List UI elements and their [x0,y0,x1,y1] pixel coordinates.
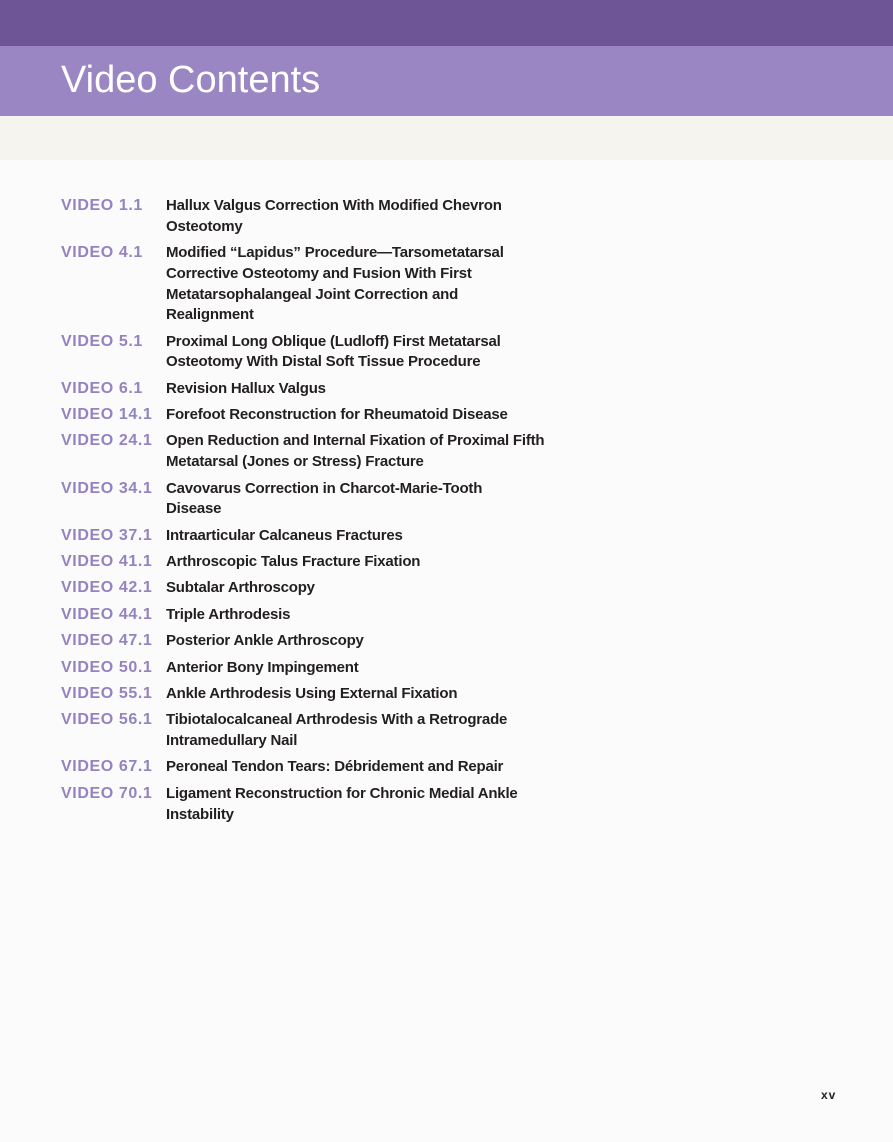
video-title-line: Posterior Ankle Arthroscopy [166,632,364,650]
video-entry[interactable] [61,379,561,400]
video-entry[interactable] [61,196,561,237]
video-title-line: Arthroscopic Talus Fracture Fixation [166,553,421,571]
video-title-line: Intraarticular Calcaneus Fractures [166,526,403,544]
video-title-line: Intramedullary Nail [166,732,298,750]
video-title [166,710,561,751]
video-entry[interactable] [61,526,561,547]
video-title-line: Cavovarus Correction in Charcot-Marie-Tooth [166,479,483,497]
video-entry[interactable] [61,658,561,679]
video-number: VIDEO 70.1 [61,784,153,802]
video-title-line: Open Reduction and Internal Fixation of Proximal Fifth [166,432,545,450]
video-title-line: Ankle Arthrodesis Using External Fixation [166,685,458,702]
video-title-line: Anterior Bony Impingement [166,658,359,676]
video-entry[interactable] [61,405,561,426]
video-title [166,405,561,426]
video-title [166,757,561,778]
video-number: VIDEO 1.1 [61,197,143,214]
top-color-band [0,0,893,46]
video-entry[interactable] [61,243,561,326]
video-number: VIDEO 14.1 [61,406,153,424]
video-title-line: Metatarsal (Jones or Stress) Fracture [166,453,424,471]
video-title [166,684,561,705]
video-title [166,526,561,547]
video-entry[interactable] [61,631,561,652]
video-title [166,243,561,326]
video-title [166,605,561,626]
video-entry[interactable] [61,578,561,599]
video-number: VIDEO 5.1 [61,332,143,350]
page-title: Video Contents [61,59,321,101]
video-title-line: Modified “Lapidus” Procedure—Tarsometatarsal [166,244,504,262]
video-title-line: Metatarsophalangeal Joint Correction and [166,285,459,303]
video-number: VIDEO 41.1 [61,553,153,571]
video-number: VIDEO 42.1 [61,579,153,597]
video-title-line: Hallux Valgus Correction With Modified Chevron [166,197,502,214]
video-title [166,784,561,825]
video-number: VIDEO 67.1 [61,758,153,776]
video-number: VIDEO 6.1 [61,379,143,397]
video-number: VIDEO 4.1 [61,244,143,262]
video-entry[interactable] [61,757,561,778]
video-number: VIDEO 37.1 [61,526,153,544]
video-number: VIDEO 50.1 [61,658,153,676]
video-entry[interactable] [61,479,561,520]
video-title [166,332,561,373]
video-title-line: Realignment [166,306,254,324]
video-entry[interactable] [61,332,561,373]
video-title-line: Revision Hallux Valgus [166,379,326,397]
video-title-line: Tibiotalocalcaneal Arthrodesis With a Retrograde [166,711,508,729]
video-title [166,431,561,472]
video-entry[interactable] [61,552,561,573]
video-number: VIDEO 56.1 [61,711,153,729]
video-number: VIDEO 44.1 [61,605,153,623]
video-title [166,196,561,237]
video-entry[interactable] [61,605,561,626]
video-entry[interactable] [61,684,561,705]
video-title-line: Corrective Osteotomy and Fusion With First [166,264,472,282]
video-title-line: Forefoot Reconstruction for Rheumatoid Disease [166,406,508,424]
video-number: VIDEO 34.1 [61,479,153,497]
video-title-line: Osteotomy [166,217,243,235]
video-number: VIDEO 24.1 [61,432,153,450]
video-title [166,379,561,400]
video-title-line: Instability [166,805,234,823]
video-entry[interactable] [61,784,561,825]
video-entry[interactable] [61,710,561,751]
video-number: VIDEO 47.1 [61,632,153,650]
video-title [166,631,561,652]
video-title-line: Ligament Reconstruction for Chronic Medial Ankle [166,784,518,802]
video-title-line: Osteotomy With Distal Soft Tissue Procedure [166,353,481,371]
video-title [166,658,561,679]
video-contents-list [61,196,561,831]
video-title [166,578,561,599]
video-title-line: Proximal Long Oblique (Ludloff) First Metatarsal [166,332,501,350]
video-title-line: Triple Arthrodesis [166,605,291,623]
video-title-line: Subtalar Arthroscopy [166,579,315,597]
video-entry[interactable] [61,431,561,472]
video-title-line: Disease [166,500,222,518]
video-title [166,479,561,520]
page-number: xv [821,1088,837,1102]
header-shadow-band [0,116,893,160]
video-title-line: Peroneal Tendon Tears: Débridement and Repair [166,758,504,776]
video-title [166,552,561,573]
video-number: VIDEO 55.1 [61,685,153,702]
